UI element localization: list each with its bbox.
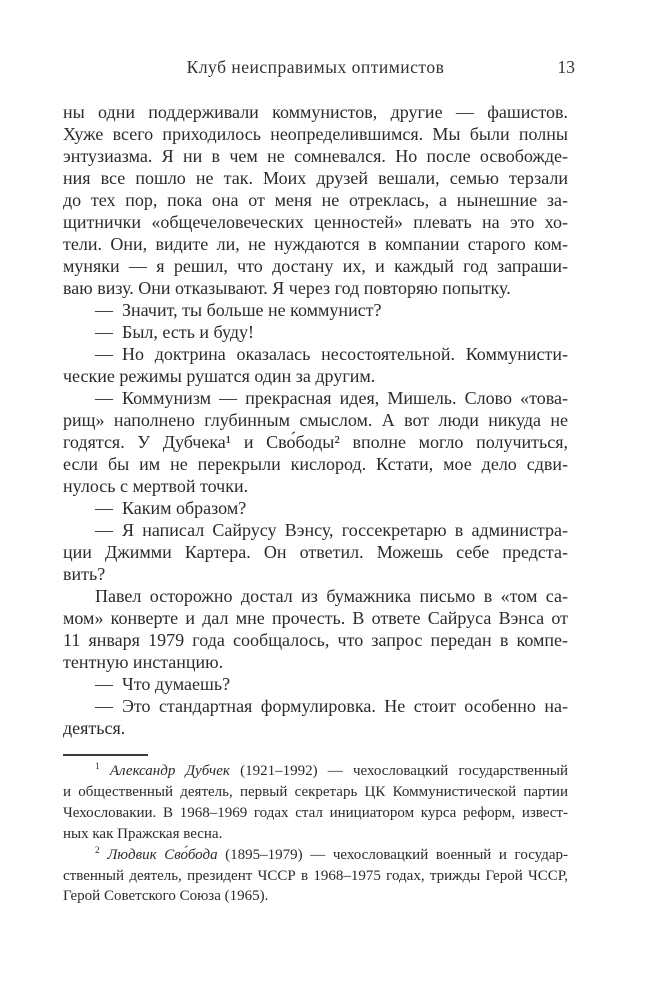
dialogue-paragraph [63, 497, 568, 519]
text-line: — Это стандартная формулировка. Не стоит особенно на- [95, 696, 568, 716]
footnote-line: ных как Пражская весна. [63, 825, 223, 842]
footnote-line [63, 845, 568, 866]
text-line: муняки — я решил, что достану их, и каждый год запраши- [63, 256, 568, 276]
text-line: до тех пор, пока она от меня не отреклась, а нынешние за- [63, 190, 568, 210]
narration-paragraph [63, 101, 568, 299]
text-line: — Был, есть и буду! [95, 322, 255, 342]
footnote [63, 761, 568, 845]
text-line: — Значит, ты больше не коммунист? [95, 300, 382, 320]
text-line: — Но доктрина оказалась несостоятельной. Коммунисти- [95, 344, 568, 364]
text-line: если бы им не перекрыли кислород. Кстати, мое дело сдви- [63, 454, 568, 474]
footnote-divider [63, 754, 148, 756]
dialogue-paragraph [63, 321, 568, 343]
dialogue-paragraph [63, 343, 568, 387]
text-line: 11 января 1979 года сообщалось, что запрос передан в компе- [63, 630, 568, 650]
page-number: 13 [557, 57, 575, 77]
footnote-line [63, 761, 568, 782]
text-line: ции Джимми Картера. Он ответил. Можешь себе предста- [63, 542, 568, 562]
footnotes [63, 761, 568, 907]
dialogue-paragraph [63, 519, 568, 585]
text-run: (1895–1979) — чехословацкий военный и государ- [217, 846, 568, 863]
text-line: мом» конверте и дал мне прочесть. В ответе Сайруса Вэнса от [63, 608, 568, 628]
text-line: тентную инстанцию. [63, 652, 224, 672]
text-line: рищ» наполнено глубинным смыслом. А вот люди никуда не [63, 410, 568, 430]
text-line: Хуже всего приходилось неопределившимся. Мы были полны [63, 124, 568, 144]
footnote-line: ственный деятель, президент ЧССР в 1968–1975 годах, трижды Герой ЧССР, [63, 867, 568, 884]
dialogue-paragraph [63, 387, 568, 497]
dialogue-paragraph [63, 299, 568, 321]
text-line: тели. Они, видите ли, не нуждаются в компании старого ком- [63, 234, 568, 254]
narration-paragraph [63, 585, 568, 673]
text-line: ния все пошло не так. Моих друзей вешали, семью терзали [63, 168, 568, 188]
text-line: энтузиазма. Я ни в чем не сомневался. Но после освобожде- [63, 146, 568, 166]
footnote-marker: 1 [95, 762, 100, 772]
text-line: нулось с мертвой точки. [63, 476, 249, 496]
text-line: годятся. У Дубчека¹ и Сво́боды² вполне могло получиться, [63, 432, 568, 452]
text-line: ческие режимы рушатся один за другим. [63, 366, 376, 386]
dialogue-paragraph [63, 673, 568, 695]
footnote-marker: 2 [95, 845, 100, 856]
dialogue-paragraph [63, 695, 568, 739]
text-line: Павел осторожно достал из бумажника письмо в «том са- [95, 586, 568, 606]
text-run: (1921–1992) — чехословацкий государственный [229, 763, 569, 779]
text-line: — Я написал Сайрусу Вэнсу, госсекретарю в администра- [95, 520, 568, 540]
text-line: — Коммунизм — прекрасная идея, Мишель. Слово «това- [95, 388, 568, 408]
text-line: щитнички «общечеловеческих ценностей» плевать на это хо- [63, 212, 568, 232]
text-line: — Каким образом? [95, 498, 247, 518]
text-line: ваю визу. Они отказывают. Я через год повторяю попытку. [63, 278, 511, 298]
running-title: Клуб неисправимых оптимистов [186, 57, 445, 77]
footnote-line: Герой Советского Союза (1965). [63, 888, 269, 905]
body-text [63, 101, 568, 739]
footnote [63, 845, 568, 908]
person-name: Людвик Сво́бода [99, 846, 218, 863]
text-line: ны одни поддерживали коммунистов, другие — фашистов. [63, 102, 568, 122]
footnote-line: и общественный деятель, первый секретарь ЦК Коммунистической партии [63, 783, 568, 800]
footnote-line: Чехословакии. В 1968–1969 годах стал инициатором курса реформ, извест- [63, 804, 568, 821]
text-line: — Что думаешь? [95, 674, 231, 694]
text-line: деяться. [63, 718, 126, 738]
text-line: вить? [63, 564, 106, 584]
person-name: Александр Дубчек [99, 763, 230, 779]
